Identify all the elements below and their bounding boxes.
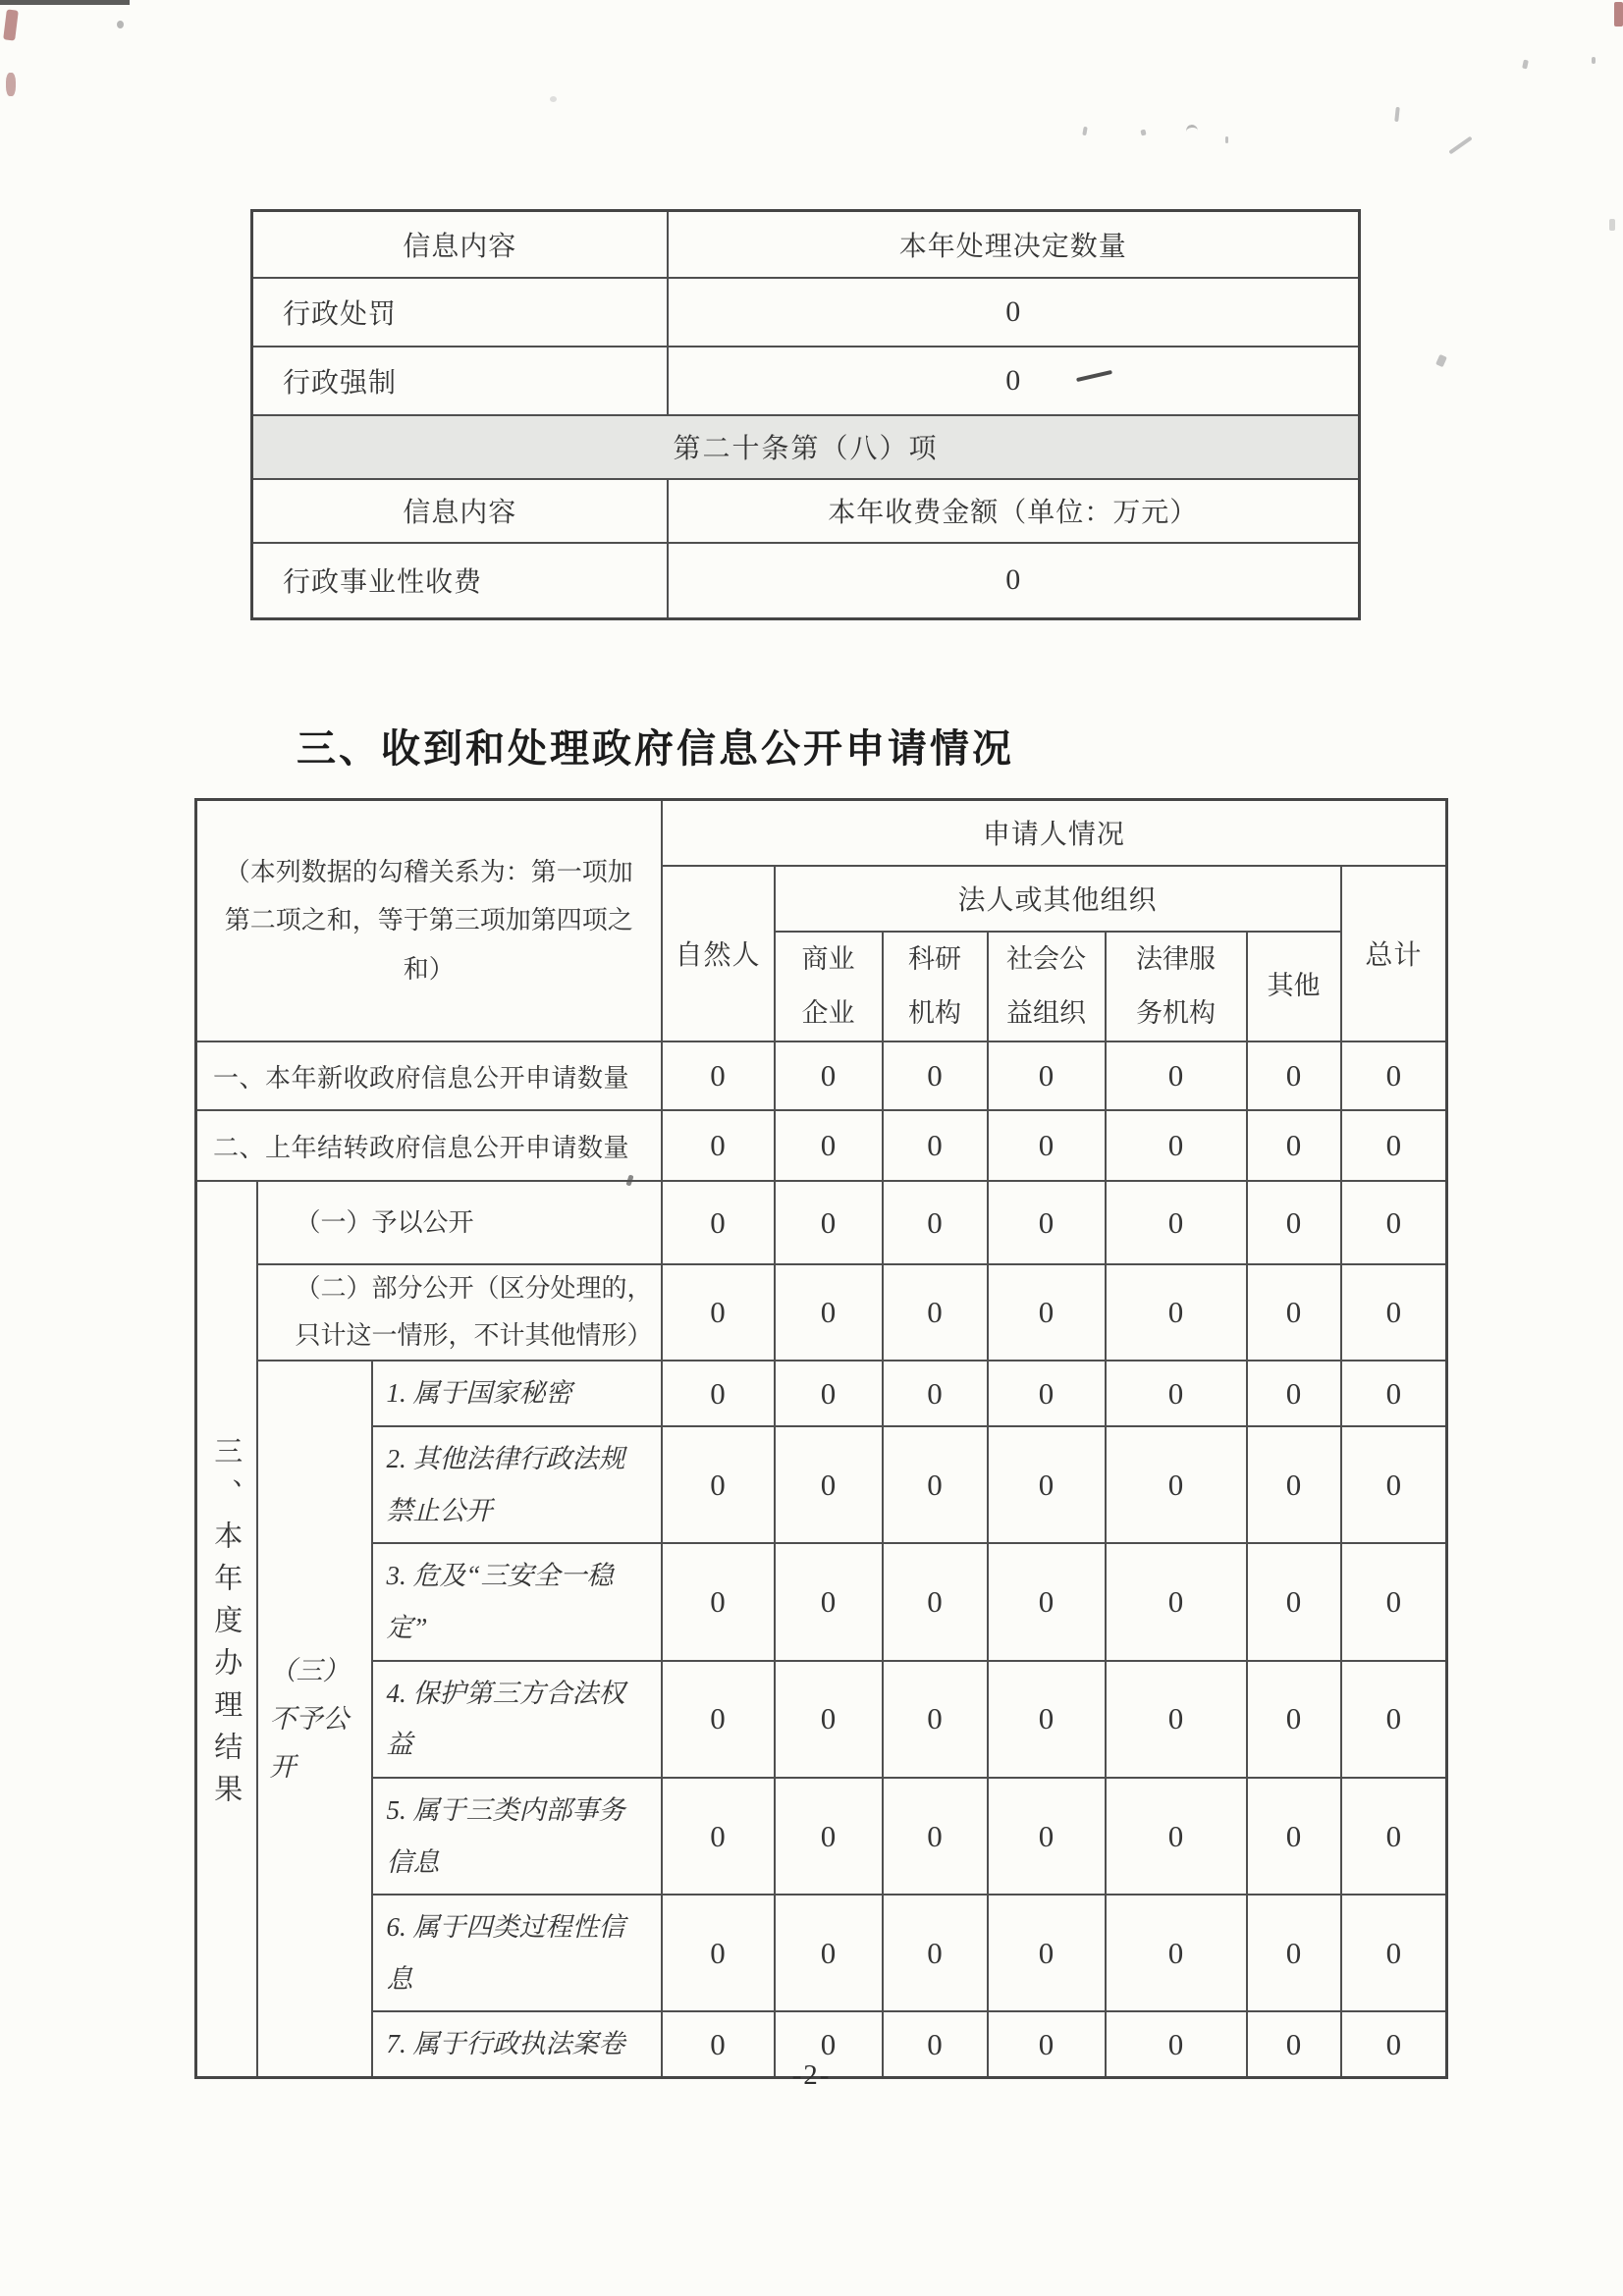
value-cell: 0: [775, 1661, 883, 1778]
reconciliation-note: （本列数据的勾稽关系为：第一项加第二项之和，等于第三项加第四项之和）: [196, 800, 662, 1042]
value-cell: 0: [883, 2011, 988, 2077]
value-cell: 0: [662, 1041, 775, 1110]
result-group-label-cell: [196, 1181, 257, 2077]
value-cell: 0: [1247, 1110, 1341, 1181]
requests-table: [194, 798, 1448, 2079]
value-cell: 0: [662, 1426, 775, 1543]
value-cell: 0: [883, 1778, 988, 1895]
value-cell: 0: [988, 1264, 1106, 1361]
pencil-mark: [1394, 107, 1400, 122]
value-cell: 0: [1247, 1361, 1341, 1426]
column-header-decision-count: 本年处理决定数量: [668, 211, 1360, 278]
table-row: [252, 278, 1360, 347]
row-label: 行政事业性收费: [252, 543, 668, 619]
column-header-fee-amount: 本年收费金额（单位：万元）: [668, 479, 1360, 543]
row-label: 7. 属于行政执法案卷: [372, 2011, 662, 2077]
column-header-public-welfare: [988, 932, 1106, 1042]
value-cell: 0: [662, 2011, 775, 2077]
page-number: -2-: [791, 2059, 832, 2091]
value-cell: 0: [883, 1110, 988, 1181]
value-cell: 0: [988, 1895, 1106, 2011]
value-cell: 0: [883, 1661, 988, 1778]
value-cell: 0: [1341, 1543, 1447, 1660]
column-header-natural-person: 自然人: [662, 866, 775, 1042]
table-row-third-party-rights: [196, 1661, 1447, 1778]
value-cell: 0: [883, 1041, 988, 1110]
value-cell: 0: [775, 1543, 883, 1660]
scan-speck: [117, 21, 124, 28]
value-cell: 0: [668, 347, 1360, 415]
pencil-mark: [1082, 127, 1088, 136]
row-label: 1. 属于国家秘密: [372, 1361, 662, 1426]
value-cell: 0: [1247, 1543, 1341, 1660]
table-row-state-secret: [196, 1361, 1447, 1426]
value-cell: 0: [775, 1361, 883, 1426]
row-label: 3. 危及“三安全一稳定”: [372, 1543, 662, 1660]
column-header-org-group: 法人或其他组织: [775, 866, 1341, 932]
table-row-law-prohibited: [196, 1426, 1447, 1543]
value-cell: 0: [775, 1041, 883, 1110]
row-label: 2. 其他法律行政法规禁止公开: [372, 1426, 662, 1543]
section-band-label: 第二十条第（八）项: [252, 415, 1360, 479]
table-header-row: [252, 211, 1360, 278]
value-cell: 0: [1341, 1181, 1447, 1264]
value-cell: 0: [1247, 1661, 1341, 1778]
value-cell: 0: [883, 1361, 988, 1426]
value-cell: 0: [1106, 1110, 1247, 1181]
value-cell: 0: [1341, 1361, 1447, 1426]
value-cell: 0: [668, 543, 1360, 619]
value-cell: 0: [1106, 1426, 1247, 1543]
value-cell: 0: [988, 1181, 1106, 1264]
pencil-mark: [1522, 60, 1529, 70]
pencil-mark: [1609, 219, 1615, 231]
column-header-total: 总计: [1341, 866, 1447, 1042]
value-cell: 0: [1106, 1264, 1247, 1361]
scan-speck: [3, 9, 19, 40]
table-row: [252, 543, 1360, 619]
value-cell: 0: [662, 1778, 775, 1895]
value-cell: 0: [662, 1110, 775, 1181]
value-cell: 0: [988, 1361, 1106, 1426]
value-cell: 0: [1106, 2011, 1247, 2077]
value-cell: 0: [1247, 1426, 1341, 1543]
value-cell: 0: [662, 1181, 775, 1264]
value-cell: 0: [988, 2011, 1106, 2077]
column-header-other: [1247, 932, 1341, 1042]
column-header-label: 其他: [1267, 971, 1321, 1001]
value-cell: 0: [775, 1110, 883, 1181]
value-cell: 0: [1341, 1041, 1447, 1110]
value-cell: 0: [1341, 1778, 1447, 1895]
value-cell: 0: [1341, 1264, 1447, 1361]
value-cell: 0: [1247, 1181, 1341, 1264]
row-label: 5. 属于三类内部事务信息: [372, 1778, 662, 1895]
column-header-research: [883, 932, 988, 1042]
pencil-mark: [1435, 354, 1447, 367]
value-cell: 0: [775, 1778, 883, 1895]
column-header-label: 商业企业: [801, 943, 855, 1028]
section-band-row: [252, 415, 1360, 479]
value-cell: 0: [1106, 1778, 1247, 1895]
table-row-endanger-safety: [196, 1543, 1447, 1660]
table-row-partially-granted: [196, 1264, 1447, 1361]
row-label: 4. 保护第三方合法权益: [372, 1661, 662, 1778]
value-cell: 0: [1247, 1264, 1341, 1361]
value-cell: 0: [1106, 1543, 1247, 1660]
value-cell: 0: [1341, 1661, 1447, 1778]
value-cell: 0: [883, 1543, 988, 1660]
scan-speck: [6, 73, 16, 96]
value-cell: 0: [668, 278, 1360, 347]
value-cell: 0: [1247, 2011, 1341, 2077]
table-row-internal-affairs: [196, 1778, 1447, 1895]
value-cell: 0: [1247, 1778, 1341, 1895]
pencil-mark: [1448, 136, 1472, 155]
row-label: 二、上年结转政府信息公开申请数量: [196, 1110, 662, 1181]
value-cell: 0: [1106, 1661, 1247, 1778]
column-header-label: 法律服务机构: [1136, 943, 1217, 1028]
table-row: [252, 347, 1360, 415]
column-header-info-content: 信息内容: [252, 479, 668, 543]
value-cell: 0: [1247, 1895, 1341, 2011]
column-header-applicant: 申请人情况: [662, 800, 1447, 866]
value-cell: 0: [883, 1181, 988, 1264]
value-cell: 0: [1106, 1361, 1247, 1426]
table-row-granted: [196, 1181, 1447, 1264]
denial-group-label: （三）不予公开: [269, 1656, 350, 1782]
value-cell: 0: [988, 1041, 1106, 1110]
value-cell: 0: [883, 1264, 988, 1361]
value-cell: 0: [662, 1661, 775, 1778]
value-cell: 0: [988, 1661, 1106, 1778]
table-row-carryover-requests: [196, 1110, 1447, 1181]
value-cell: 0: [1341, 1426, 1447, 1543]
value-cell: 0: [662, 1895, 775, 2011]
decisions-and-fees-table: [250, 209, 1361, 620]
value-cell: 0: [1247, 1041, 1341, 1110]
value-cell: 0: [1106, 1041, 1247, 1110]
result-group-label: 三、本年度办理结果: [210, 1435, 243, 1816]
value-cell: 0: [775, 1426, 883, 1543]
value-cell: 0: [1106, 1895, 1247, 2011]
value-cell: 0: [662, 1543, 775, 1660]
value-cell: 0: [775, 1264, 883, 1361]
denial-group-label-cell: [257, 1361, 372, 2077]
value-cell: 0: [988, 1543, 1106, 1660]
value-cell: 0: [775, 1895, 883, 2011]
column-header-label: 科研机构: [908, 943, 962, 1028]
column-header-info-content: 信息内容: [252, 211, 668, 278]
row-label: （一）予以公开: [257, 1181, 662, 1264]
column-header-commercial: [775, 932, 883, 1042]
pencil-mark: [1185, 124, 1198, 137]
scan-edge-strip: [0, 0, 130, 5]
row-label: （二）部分公开（区分处理的，只计这一情形，不计其他情形）: [257, 1264, 662, 1361]
row-label: 6. 属于四类过程性信息: [372, 1895, 662, 2011]
value-cell: 0: [883, 1426, 988, 1543]
row-label: 行政强制: [252, 347, 668, 415]
value-cell: 0: [1106, 1181, 1247, 1264]
pencil-mark: [1592, 57, 1596, 64]
value-cell: 0: [988, 1778, 1106, 1895]
value-cell: 0: [988, 1110, 1106, 1181]
pencil-mark: [1225, 136, 1228, 143]
row-label: 行政处罚: [252, 278, 668, 347]
value-cell: 0: [775, 1181, 883, 1264]
table-row-new-requests: [196, 1041, 1447, 1110]
scan-speck: [550, 96, 557, 102]
value-cell: 0: [988, 1426, 1106, 1543]
pencil-mark: [1140, 129, 1146, 135]
scan-speck: [1614, 2, 1623, 27]
column-header-legal-service: [1106, 932, 1247, 1042]
row-label: 一、本年新收政府信息公开申请数量: [196, 1041, 662, 1110]
value-cell: 0: [1341, 1110, 1447, 1181]
value-cell: 0: [1341, 1895, 1447, 2011]
table-header-row: [196, 800, 1447, 866]
value-cell: 0: [1341, 2011, 1447, 2077]
table-row-process-information: [196, 1895, 1447, 2011]
column-header-label: 社会公益组织: [1006, 943, 1087, 1028]
value-cell: 0: [662, 1361, 775, 1426]
value-cell: 0: [883, 1895, 988, 2011]
table-header-row: [252, 479, 1360, 543]
value-cell: 0: [662, 1264, 775, 1361]
value-cell: 0: [775, 2011, 883, 2077]
section-title: 三、收到和处理政府信息公开申请情况: [297, 727, 1014, 771]
